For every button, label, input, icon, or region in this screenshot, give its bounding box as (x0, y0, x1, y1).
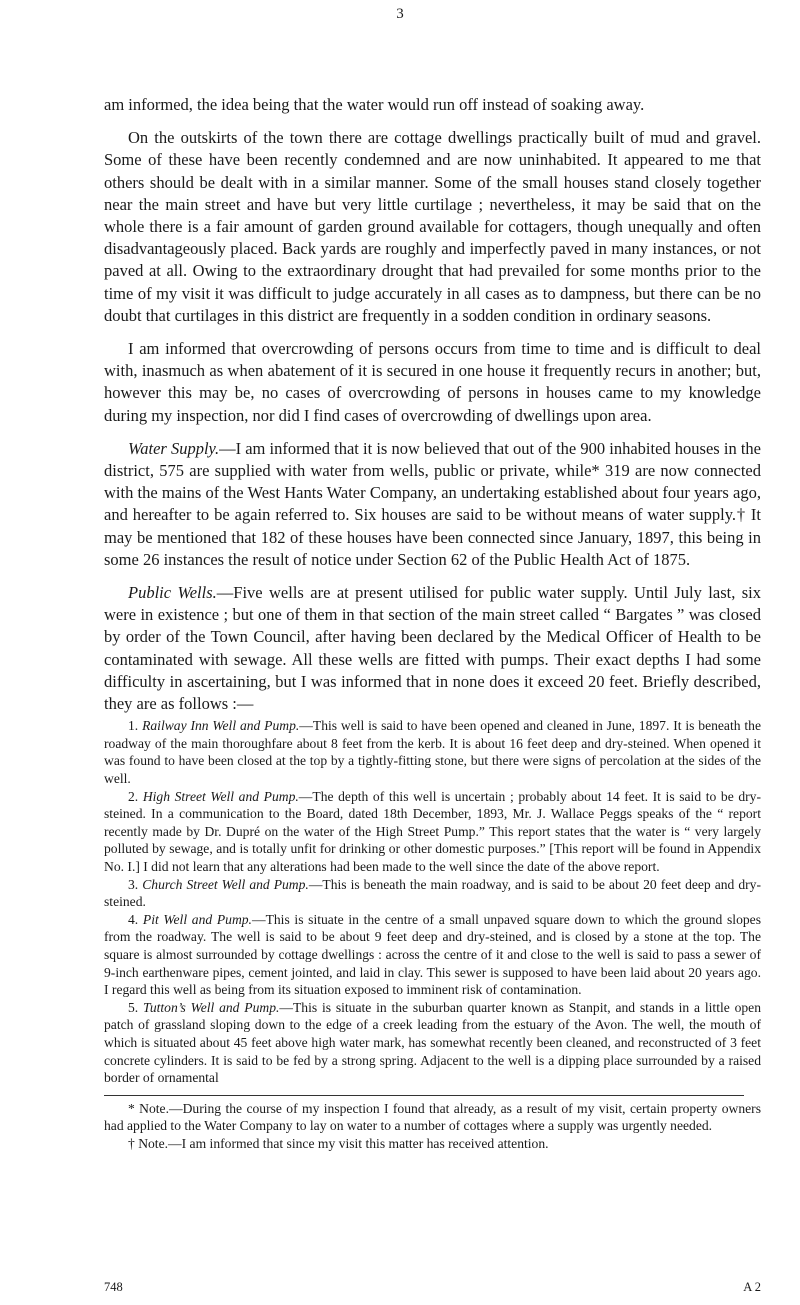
water-supply-body: —I am informed that it is now believed that out of the 900 inhabited houses in the district, 575 are supplied with water from wells, public or private, while* 319 are now connected with the mains of the West Hants Water Company, an undertaking established about four years ago, and hereafter to be again referred to. Six houses are said to be without means of water supply.† It may be mentioned that 182 of these houses have been connected since January, 1897, this being in some 26 instances the result of notice under Section 62 of the Public Health Act of 1875. (104, 438, 761, 569)
signature-mark: A 2 (743, 1280, 761, 1294)
page-number: 3 (396, 6, 404, 22)
list-item: 1. Railway Inn Well and Pump.—This well is said to have been opened and cleaned in June, 1897. It is beneath the roadway of the main thoroughfare about 8 feet from the kerb. It is about 16 feet deep and dry-steined. When opened it was found to have been closed at the top by a tightly-fitting stone, but there were signs of percolation at the sides of the well. (104, 718, 761, 787)
public-wells-body: —Five wells are at present utilised for public water supply. Until July last, six were in existence ; but one of them in that section of the main street called “ Bargates ” was closed by order of the Town Council, after having been declared by the Medical Officer of Health to be contaminated with sewage. All these wells are fitted with pumps. Their exact depths I had some difficulty in ascertaining, but I was informed that in none does it exceed 20 feet. Briefly described, they are as follows :— (104, 583, 762, 714)
wells-list (104, 717, 761, 1086)
printer-code: 748 (104, 1280, 123, 1294)
page-body (104, 94, 761, 1153)
footnote-asterisk: * Note.—During the course of my inspection I found that already, as a result of my visit, certain property owners had applied to the Water Company to lay on water to a number of cottages where a supply was urgently needed. (104, 1100, 761, 1134)
paragraph-public-wells (104, 582, 761, 715)
paragraph-continuation: am informed, the idea being that the water would run off instead of soaking away. (104, 95, 645, 114)
list-item: 5. Tutton’s Well and Pump.—This is situate in the suburban quarter known as Stanpit, and stands in a little open patch of grassland sloping down to the edge of a creek leading from the estuary of the Avon. The well, the mouth of which is situated about 45 feet above high water mark, has somewhat recently been cleaned, and reconstructed of 3 feet concrete cylinders. It is said to be fed by a strong spring. Adjacent to the well is a dipping place surrounded by a raised border of ornamental (104, 999, 762, 1086)
list-item: 4. Pit Well and Pump.—This is situate in the centre of a small unpaved square down to which the ground slopes from the roadway. The well is said to be about 9 feet deep and dry-steined, and is closed by a stone at the top. The square is almost surrounded by cottage dwellings : across the centre of it and close to the well is said to pass a sewer of 9-inch earthenware pipes, cement jointed, and laid in clay. This sewer is supposed to have been laid about 20 years ago. I regard this well as being from its situation exposed to imminent risk of contamination. (104, 911, 762, 998)
public-wells-heading: Public Wells. (128, 583, 217, 603)
footnote-dagger: † Note.—I am informed that since my visit this matter has received attention. (128, 1135, 549, 1151)
paragraph-outskirts: On the outskirts of the town there are cottage dwellings practically built of mud and gravel. Some of these have been recently condemned and are now uninhabited. It appeared to me that others should be dealt with in a similar manner. Some of the small houses stand closely together near the main street and have but very little curtilage ; nevertheless, it may be said that on the whole there is a fair amount of garden ground available for cottagers, though unequally and often disadvantageously placed. Back yards are roughly and imperfectly paved in many instances, or not paved at all. Owing to the extraordinary drought that had prevailed for some months prior to the time of my visit it was difficult to judge accurately in all cases as to dampness, but there can be no doubt that curtilages in this district are frequently in a sodden condition in ordinary seasons. (104, 128, 761, 325)
footnote-divider (104, 1095, 744, 1096)
paragraph-water-supply (104, 438, 761, 571)
list-item: 2. High Street Well and Pump.—The depth of this well is uncertain ; probably about 14 feet. It is said to be dry-steined. In a communication to the Board, dated 18th December, 1893, Mr. J. Wallace Peggs speaks of the “ report recently made by Dr. Dupré on the water of the High Street Pump.” This report states that the water is “ very largely polluted by sewage, and is totally unfit for drinking or other domestic purposes.” [This report will be found in Appendix No. I.] I did not learn that any alterations had been made to the well since the date of the above report. (104, 788, 761, 875)
water-supply-heading: Water Supply. (128, 438, 220, 458)
paragraph-overcrowding: I am informed that overcrowding of persons occurs from time to time and is difficult to deal with, inasmuch as when abatement of it is secured in one house it frequently recurs in another; but, however this may be, no cases of overcrowding of persons in houses came to my knowledge during my inspection, nor did I find cases of overcrowding of dwellings upon area. (104, 339, 761, 425)
list-item: 3. Church Street Well and Pump.—This is beneath the main roadway, and is said to be about 20 feet deep and dry-steined. (104, 876, 761, 910)
